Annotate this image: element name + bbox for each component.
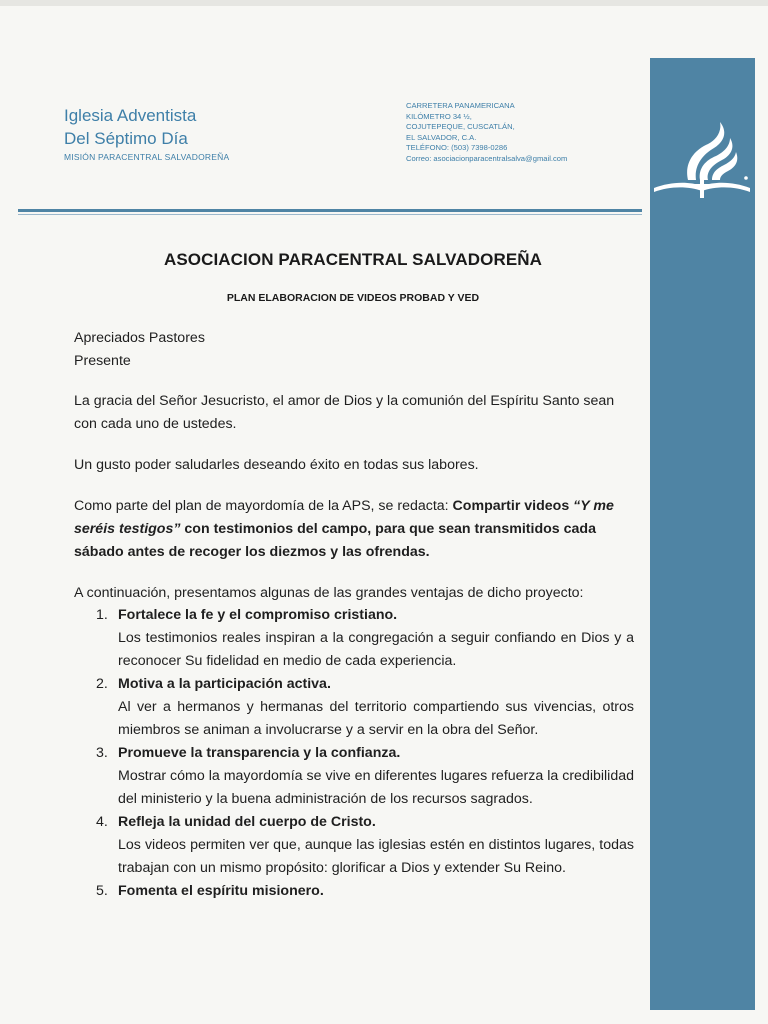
- list-item: [96, 673, 634, 742]
- greeting-paragraph: La gracia del Señor Jesucristo, el amor de Dios y la comunión del Espíritu Santo sean con cada uno de ustedes.: [74, 393, 615, 432]
- document-title: ASOCIACION PARACENTRAL SALVADOREÑA: [163, 250, 543, 269]
- list-item: [96, 880, 634, 903]
- list-item-number: 5.: [96, 883, 108, 899]
- list-item-title: Motiva a la participación activa.: [118, 676, 331, 692]
- contact-line: COJUTEPEQUE, CUSCATLÁN,: [406, 122, 515, 131]
- list-item-text: Los testimonios reales inspiran a la congregación a seguir confiando en Dios y a reconocer Su fidelidad en medio de cada experiencia.: [118, 630, 634, 669]
- list-item-text: Los videos permiten ver que, aunque las iglesias estén en distintos lugares, todas trabajan con un mismo propósito: glorificar a Dios y extender Su Reino.: [118, 837, 634, 876]
- list-item: [96, 604, 634, 673]
- list-item-number: 4.: [96, 814, 108, 830]
- contact-email: Correo: asociacionparacentralsalva@gmail.com: [406, 153, 568, 163]
- mission-name: MISIÓN PARACENTRAL SALVADOREÑA: [64, 152, 230, 162]
- church-name-line-2: Del Séptimo Día: [64, 129, 188, 148]
- salutation: [74, 327, 634, 373]
- plan-bold-italic: “Y me seréis testigos”: [74, 498, 614, 537]
- contact-line: TELÉFONO: (503) 7398-0286: [406, 143, 508, 152]
- advantages-intro: A continuación, presentamos algunas de las grandes ventajas de dicho proyecto:: [74, 585, 584, 601]
- list-item-title: Promueve la transparencia y la confianza.: [118, 745, 401, 761]
- list-item: [96, 811, 634, 880]
- page-top-edge: [0, 0, 768, 6]
- advantages-list: [96, 604, 634, 903]
- contact-line: CARRETERA PANAMERICANA: [406, 101, 515, 110]
- plan-bold-1: Compartir videos: [452, 498, 574, 514]
- salutation-line-1: Apreciados Pastores: [74, 330, 205, 346]
- plan-bold-2: con testimonios del campo, para que sean transmitidos cada sábado antes de recoger los diezmos y las ofrendas.: [74, 521, 596, 560]
- plan-paragraph: [74, 495, 634, 564]
- document-subtitle: PLAN ELABORACION DE VIDEOS PROBAD Y VED: [226, 292, 480, 304]
- list-item-text: Al ver a hermanos y hermanas del territorio compartiendo sus vivencias, otros miembros se animan a involucrarse y a servir en la obra del Señor.: [118, 699, 634, 738]
- contact-block: [406, 101, 567, 164]
- list-item: [96, 742, 634, 811]
- list-item-number: 2.: [96, 676, 108, 692]
- contact-line: KILÓMETRO 34 ½,: [406, 111, 472, 121]
- list-item-title: Refleja la unidad del cuerpo de Cristo.: [118, 814, 376, 830]
- header-rule-thin: [18, 214, 642, 215]
- church-name-line-1: Iglesia Adventista: [64, 106, 197, 125]
- salutation-line-2: Presente: [74, 353, 131, 369]
- list-item-number: 1.: [96, 607, 108, 623]
- letterhead-sidebar: [650, 58, 755, 1010]
- church-name: [64, 104, 196, 150]
- plan-intro: Como parte del plan de mayordomía de la APS, se redacta:: [74, 498, 453, 514]
- header-rule: [18, 209, 642, 212]
- list-item-title: Fortalece la fe y el compromiso cristiano.: [118, 607, 398, 623]
- list-item-title: Fomenta el espíritu misionero.: [118, 883, 324, 899]
- adventist-flame-bible-icon: [650, 108, 755, 208]
- list-item-number: 3.: [96, 745, 108, 761]
- contact-line: EL SALVADOR, C.A.: [406, 132, 477, 142]
- wish-paragraph: Un gusto poder saludarles deseando éxito en todas sus labores.: [74, 457, 479, 473]
- list-item-text: Mostrar cómo la mayordomía se vive en diferentes lugares refuerza la credibilidad del ministerio y la buena administración de los recursos sagrados.: [118, 768, 634, 807]
